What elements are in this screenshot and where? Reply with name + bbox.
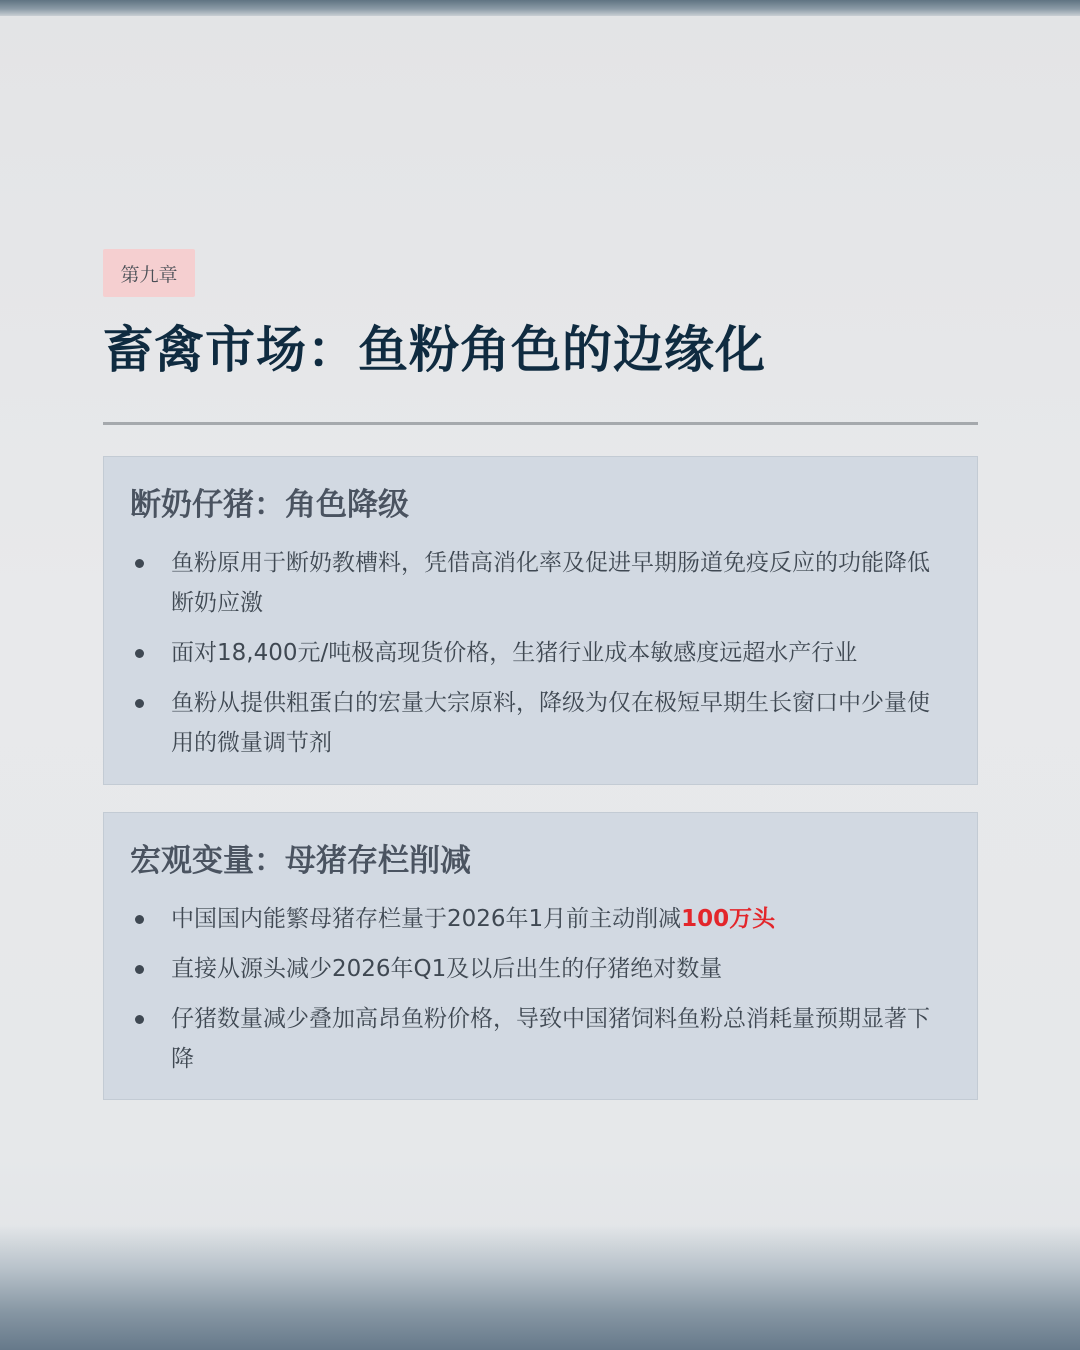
bullet-text: 鱼粉原用于断奶教槽料，凭借高消化率及促进早期肠道免疫反应的功能降低断奶应激 (171, 550, 930, 616)
list-item (130, 683, 951, 763)
list-item (130, 949, 951, 989)
bottom-gradient-band (0, 1225, 1080, 1350)
section-card-weaned-piglets (103, 456, 978, 785)
highlight-figure: 100万头 (681, 906, 776, 932)
title-divider (103, 422, 978, 425)
list-item (130, 633, 951, 673)
section-title: 宏观变量：母猪存栏削减 (130, 843, 471, 879)
chapter-label: 第九章 (120, 263, 178, 286)
bullet-list (130, 899, 951, 1079)
bullet-dot-icon (135, 649, 144, 658)
bullet-dot-icon (135, 699, 144, 708)
bullet-text: 直接从源头减少2026年Q1及以后出生的仔猪绝对数量 (171, 956, 723, 982)
bullet-dot-icon (135, 559, 144, 568)
bullet-text: 中国国内能繁母猪存栏量于2026年1月前主动削减 (171, 906, 682, 932)
list-item (130, 543, 951, 623)
page-title: 畜禽市场：鱼粉角色的边缘化 (103, 321, 766, 379)
bullet-list (130, 543, 951, 763)
section-card-sow-inventory (103, 812, 978, 1100)
bullet-text: 面对18,400元/吨极高现货价格，生猪行业成本敏感度远超水产行业 (171, 640, 858, 666)
list-item (130, 899, 951, 939)
bullet-dot-icon (135, 1015, 144, 1024)
bullet-dot-icon (135, 915, 144, 924)
bullet-text: 鱼粉从提供粗蛋白的宏量大宗原料，降级为仅在极短早期生长窗口中少量使用的微量调节剂 (171, 690, 930, 756)
bullet-text: 仔猪数量减少叠加高昂鱼粉价格，导致中国猪饲料鱼粉总消耗量预期显著下降 (171, 1006, 930, 1072)
section-title: 断奶仔猪：角色降级 (130, 487, 409, 523)
list-item (130, 999, 951, 1079)
bullet-dot-icon (135, 965, 144, 974)
chapter-tag (103, 249, 195, 297)
top-accent-bar (0, 0, 1080, 16)
